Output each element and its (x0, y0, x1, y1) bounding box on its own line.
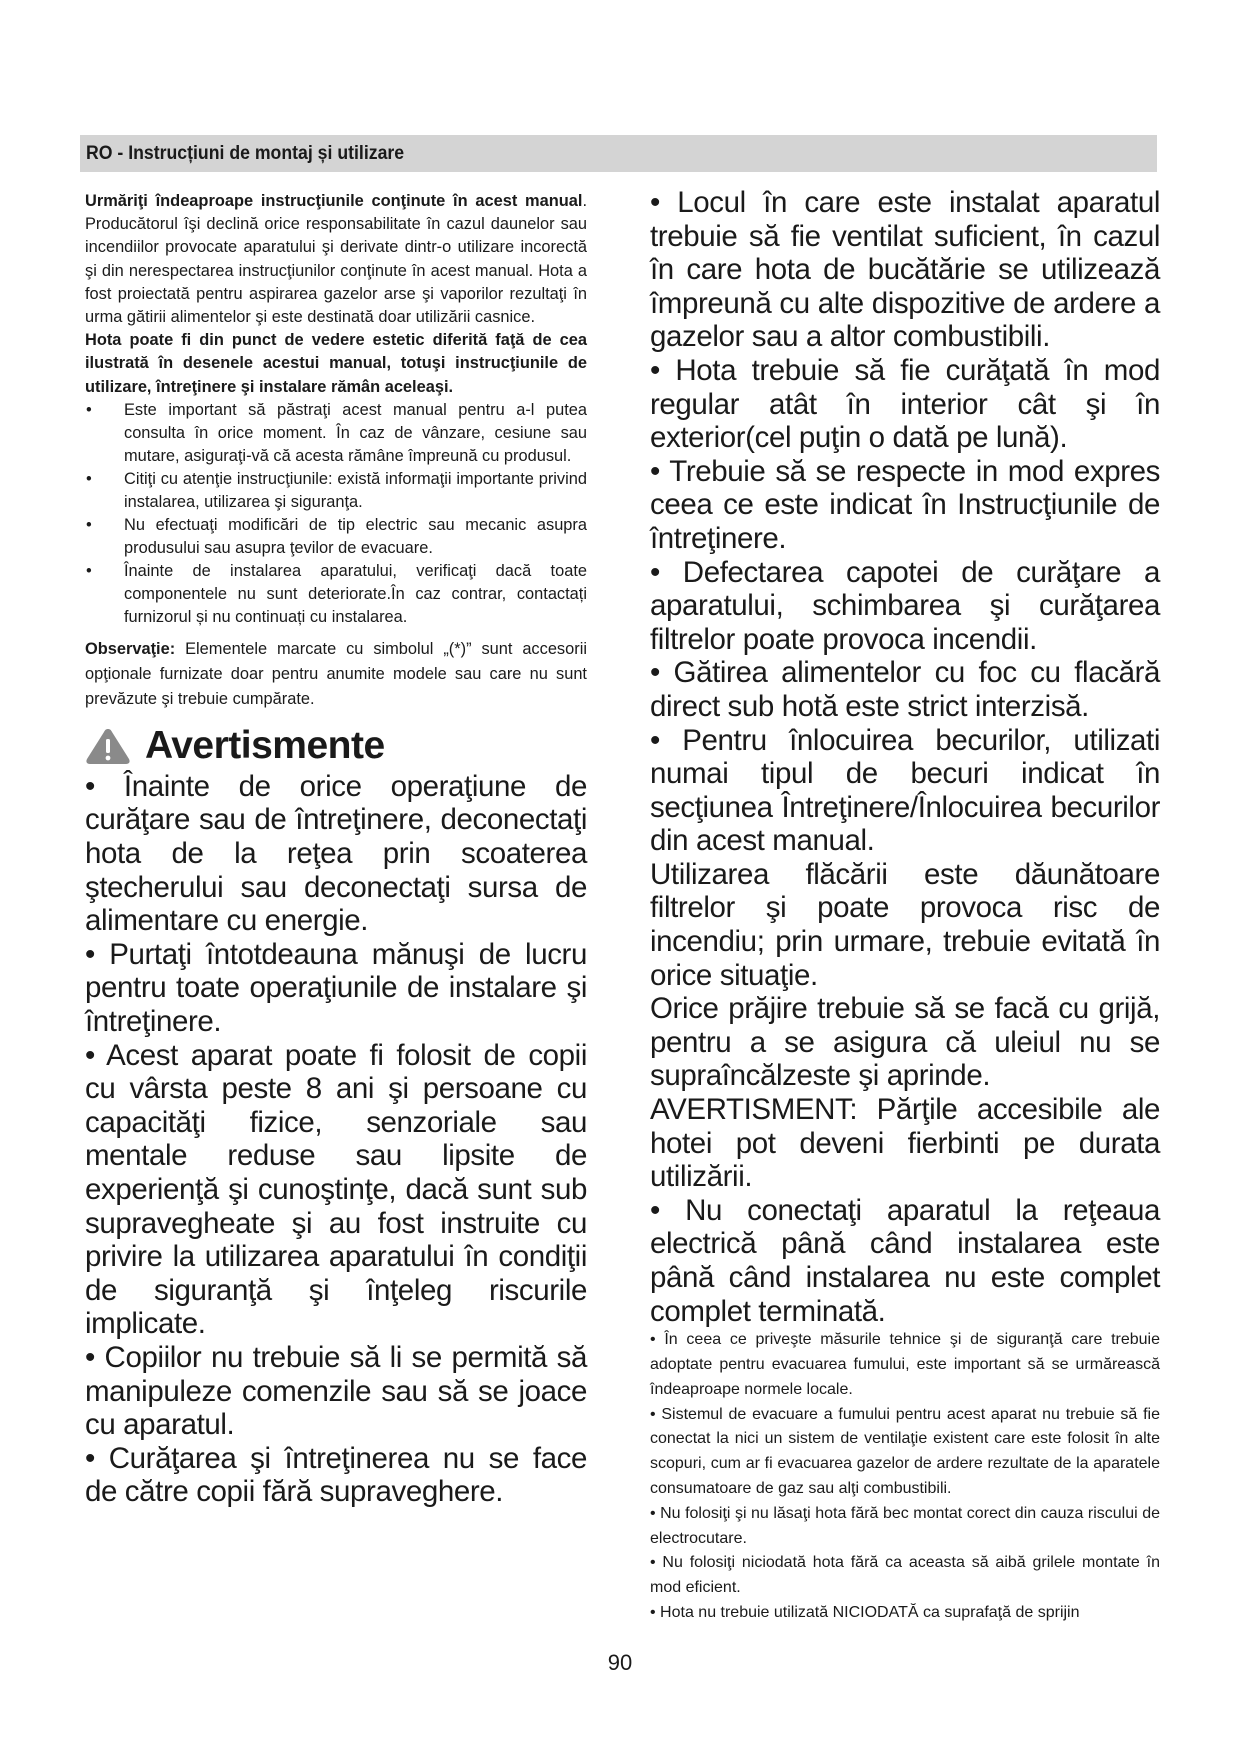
warning-item: • Hota trebuie să fie curăţată în mod regular atât în interior cât şi în exterior(cel puţin o dată pe lună). (650, 353, 1160, 455)
warning-item: Orice prăjire trebuie să se facă cu grijă, pentru a se asigura că uleiul nu se supraîncălzeste şi aprinde. (650, 992, 1160, 1093)
bullet-item: • Citiţi cu atenţie instrucţiunile: există informaţii importante privind instalarea, utilizarea şi siguranţa. (85, 468, 587, 514)
note-item: • Nu folosiţi niciodată hota fără ca aceasta să aibă grilele montate în mod eficient. (650, 1554, 1160, 1597)
warnings-title: Avertismente (145, 723, 385, 767)
warning-item: • Purtaţi întotdeauna mănuşi de lucru pentru toate operaţiunile de instalare şi întreţinere. (85, 937, 587, 1038)
note-item: • Nu folosiţi şi nu lăsaţi hota fără bec montat corect din cauza riscului de electrocutare. (650, 1504, 1160, 1547)
warning-item: • Curăţarea şi întreţinerea nu se face de către copii fără supraveghere. (85, 1441, 587, 1509)
intro-text (85, 190, 587, 399)
page-number: 90 (607, 1650, 633, 1675)
warning-item: • Gătirea alimentelor cu foc cu flacără direct sub hotă este strict interzisă. (650, 656, 1160, 723)
observation-note (85, 637, 587, 712)
instruction-bullets (85, 399, 587, 629)
intro-paragraph-1 (85, 190, 587, 329)
warning-item: • Acest aparat poate fi folosit de copii cu vârsta peste 8 ani şi persoane cu capacităţi fizice, senzoriale sau mentale reduse sau lipsite de experienţă şi cunoştinţe, dacă sunt sub supravegheate şi au fost instruite cu privire la utilizarea aparatului în condiţii de siguranţă şi înţeleg riscurile implicate. (85, 1038, 587, 1341)
right-column (650, 186, 1160, 1626)
warning-item: • Pentru înlocuirea becurilor, utilizati numai tipul de becuri indicat în secţiunea Întreţinere/Înlocuirea becurilor din acest manual. (650, 723, 1160, 858)
bullet-item: • Înainte de instalarea aparatului, verificaţi dacă toate componentele nu sunt deteriorate.În caz contrar, contactați furnizorul și nu continuați cu instalarea. (85, 560, 587, 629)
notes-right-list (650, 1328, 1160, 1626)
note-item: • Hota nu trebuie utilizată NICIODATĂ ca suprafaţă de sprijin (650, 1603, 1080, 1621)
warning-item: Utilizarea flăcării este dăunătoare filtrelor şi poate provoca risc de incendiu; prin urmare, trebuie evitată în orice situaţie. (650, 857, 1160, 992)
warnings-left-list (85, 770, 587, 1509)
bullet-item: • Nu efectuaţi modificări de tip electric sau mecanic asupra produsului sau asupra ţevilor de evacuare. (85, 514, 587, 560)
warning-triangle-icon (85, 727, 131, 765)
warning-item: • Copiilor nu trebuie să li se permită să manipuleze comenzile sau să se joace cu aparatul. (85, 1340, 587, 1442)
warning-item: • Defectarea capotei de curăţare a aparatului, schimbarea şi curăţarea filtrelor poate provoca incendii. (650, 555, 1160, 656)
observation-text: Elementele marcate cu simbolul „(*)” sunt accesorii opţionale furnizate doar pentru anumite modele sau care nu sunt prevăzute şi trebuie cumpărate. (85, 639, 587, 708)
warnings-heading (85, 722, 587, 770)
left-column (85, 190, 587, 1509)
note-item: • Sistemul de evacuare a fumului pentru acest aparat nu trebuie să fie conectat la nici un sistem de ventilaţie existent care este folosit în alte scopuri, cum ar fi evacuarea gazelor de ardere rezultate de la aparatele consumatoare de gaz sau alţi combustibili. (650, 1405, 1160, 1497)
warning-item: • Înainte de orice operaţiune de curăţare sau de întreţinere, deconectaţi hota de la reţea prin scoaterea ştecherului sau deconectaţi sursa de alimentare cu energie. (85, 769, 587, 938)
intro-p1-bold: Urmăriţi îndeaproape instrucţiunile conţinute în acest manual (85, 192, 583, 210)
bullet-item: • Este important să păstraţi acest manual pentru a-l putea consulta în orice moment. În caz de vânzare, cesiune sau mutare, asiguraţi-vă că acesta rămâne împreună cu produsul. (85, 399, 587, 468)
warning-item: AVERTISMENT: Părţile accesibile ale hotei pot deveni fierbinti pe durata utilizării. (650, 1093, 1160, 1194)
intro-p1-rest: . Producătorul îşi declină orice responsabilitate în cazul daunelor sau incendiilor provocate aparatului şi derivate dintr-o utilizare incorectă şi din nerespectarea instrucţiunilor conţinute în acest manual. Hota a fost proiectată pentru aspirarea gazelor arse şi vaporilor rezultaţi în urma gătirii alimentelor şi este destinată doar utilizării casnice. (85, 192, 587, 327)
warning-item: • Nu conectaţi aparatul la reţeaua electrică până când instalarea este până când instalarea nu este complet complet terminată. (650, 1193, 1160, 1328)
warnings-right-list (650, 186, 1160, 1328)
section-title: RO - Instrucțiuni de montaj și utilizare (86, 143, 405, 164)
section-header (80, 135, 1157, 172)
note-item: • În ceea ce priveşte măsurile tehnice şi de siguranţă care trebuie adoptate pentru evacuarea fumului, este important să se urmărească îndeaproape normele locale. (650, 1331, 1160, 1398)
intro-paragraph-2: Hota poate fi din punct de vedere estetic diferită faţă de cea ilustrată în desenele acestui manual, totuşi instrucţiunile de utilizare, întreţinere şi instalare rămân aceleaşi. (85, 331, 587, 396)
warning-item: • Trebuie să se respecte in mod expres ceea ce este indicat în Instrucţiunile de întreţinere. (650, 454, 1160, 555)
observation-label: Observaţie: (85, 639, 176, 658)
warning-item: • Locul în care este instalat aparatul trebuie să fie ventilat suficient, în cazul în care hota de bucătărie se utilizează împreună cu alte dispozitive de ardere a gazelor sau a altor combustibili. (650, 186, 1160, 354)
